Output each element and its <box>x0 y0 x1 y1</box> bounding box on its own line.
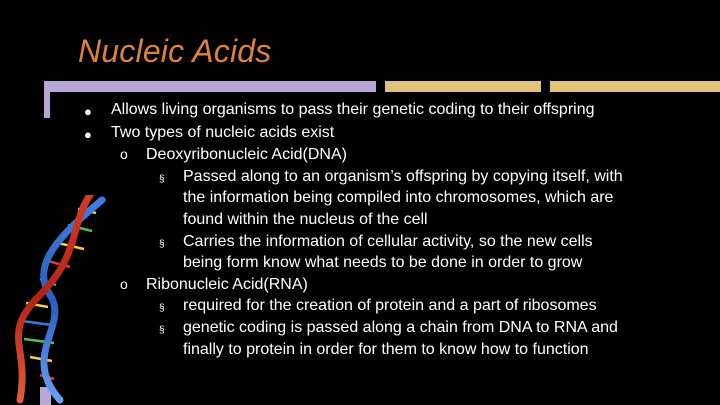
bullet-marker: § <box>159 239 165 250</box>
bullet-marker: ● <box>84 127 92 142</box>
bullet-text: Carries the information of cellular activity, so the new cells <box>183 233 593 250</box>
header-band-gold-2 <box>550 81 720 92</box>
bullet-text: finally to protein in order for them to know how to function <box>183 341 589 358</box>
bullet-text: being form know what needs to be done in order to grow <box>183 254 583 271</box>
bullet-text: Two types of nucleic acids exist <box>111 124 335 141</box>
bullet-text: Deoxyribonucleic Acid(DNA) <box>146 146 347 163</box>
bullet-text: required for the creation of protein and a part of ribosomes <box>183 297 597 314</box>
bullet-text: Passed along to an organism’s offspring by copying itself, with <box>183 168 623 185</box>
bullet-text: Allows living organisms to pass their genetic coding to their offspring <box>111 101 595 118</box>
bullet-marker: ● <box>84 104 92 119</box>
bullet-text: found within the nucleus of the cell <box>183 211 428 228</box>
slide-title: Nucleic Acids <box>78 33 272 69</box>
bullet-list <box>0 99 720 399</box>
bullet-text: Ribonucleic Acid(RNA) <box>146 276 308 293</box>
header-band-gold-1 <box>385 81 541 92</box>
bullet-marker: § <box>159 325 165 336</box>
bullet-marker: o <box>120 146 128 162</box>
bullet-text: genetic coding is passed along a chain from DNA to RNA and <box>183 319 618 336</box>
header-band-lavender <box>44 81 376 92</box>
bullet-marker: o <box>120 276 128 292</box>
bullet-marker: § <box>159 174 165 185</box>
bullet-marker: § <box>159 303 165 314</box>
bullet-text: the information being compiled into chromosomes, which are <box>183 189 614 206</box>
